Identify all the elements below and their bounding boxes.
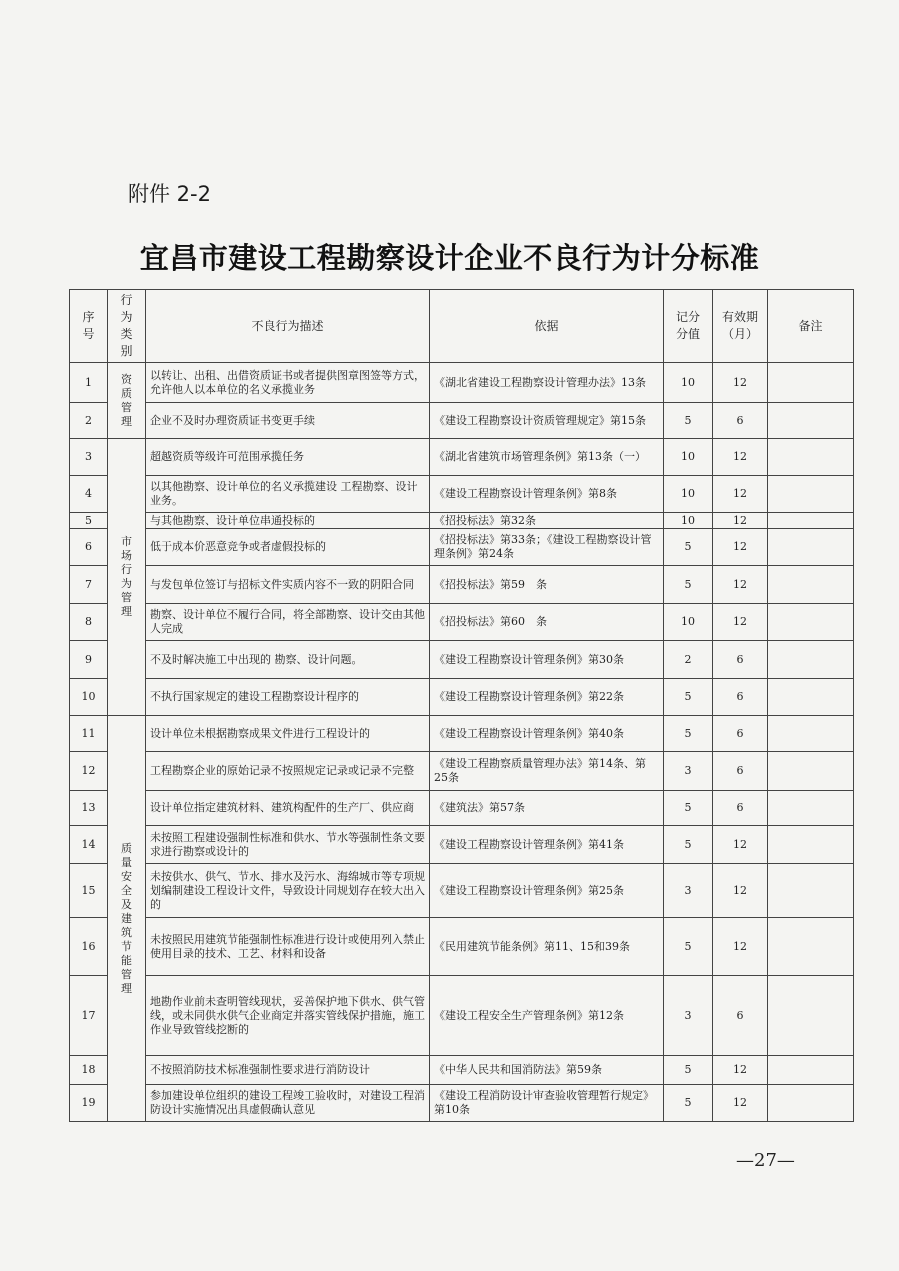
row-description: 企业不及时办理资质证书变更手续 — [146, 403, 430, 439]
row-basis: 《湖北省建筑市场管理条例》第13条（一） — [430, 439, 664, 476]
row-validity: 12 — [713, 476, 768, 513]
row-description: 地勘作业前未查明管线现状，妥善保护地下供水、供气管线，或未同供水供气企业商定并落实管线保护措施，施工作业导致管线挖断的 — [146, 976, 430, 1056]
row-score: 5 — [664, 1085, 713, 1122]
row-seq: 4 — [70, 476, 108, 513]
category-market-behavior: 市场行为管理 — [108, 439, 146, 716]
row-description: 以转让、出租、出借资质证书或者提供图章图签等方式，允许他人以本单位的名义承揽业务 — [146, 363, 430, 403]
row-score: 3 — [664, 976, 713, 1056]
table-row — [70, 529, 854, 566]
table-row — [70, 791, 854, 826]
row-score: 10 — [664, 439, 713, 476]
row-basis: 《建设工程勘察设计管理条例》第41条 — [430, 826, 664, 864]
row-validity: 12 — [713, 1056, 768, 1085]
page-title: 宜昌市建设工程勘察设计企业不良行为计分标准 — [139, 241, 760, 275]
row-basis: 《建筑法》第57条 — [430, 791, 664, 826]
row-validity: 12 — [713, 826, 768, 864]
row-seq: 18 — [70, 1056, 108, 1085]
row-validity: 6 — [713, 679, 768, 716]
row-basis: 《建设工程勘察设计管理条例》第8条 — [430, 476, 664, 513]
row-seq: 9 — [70, 641, 108, 679]
table-row — [70, 918, 854, 976]
table-row — [70, 439, 854, 476]
row-description: 设计单位未根据勘察成果文件进行工程设计的 — [146, 716, 430, 752]
scoring-table — [69, 289, 854, 1122]
row-remark — [768, 363, 854, 403]
row-validity: 6 — [713, 641, 768, 679]
header-description: 不良行为描述 — [146, 290, 430, 363]
row-score: 10 — [664, 604, 713, 641]
row-validity: 6 — [713, 403, 768, 439]
row-score: 5 — [664, 716, 713, 752]
row-description: 工程勘察企业的原始记录不按照规定记录或记录不完整 — [146, 752, 430, 791]
row-basis: 《建设工程消防设计审查验收管理暂行规定》第10条 — [430, 1085, 664, 1122]
page-number: —27— — [736, 1150, 795, 1171]
row-basis: 《招投标法》第60 条 — [430, 604, 664, 641]
row-validity: 6 — [713, 716, 768, 752]
table-row — [70, 604, 854, 641]
row-seq: 7 — [70, 566, 108, 604]
row-basis: 《招投标法》第33条；《建设工程勘察设计管理条例》第24条 — [430, 529, 664, 566]
row-score: 5 — [664, 1056, 713, 1085]
row-remark — [768, 604, 854, 641]
row-validity: 12 — [713, 604, 768, 641]
row-seq: 2 — [70, 403, 108, 439]
row-description: 设计单位指定建筑材料、建筑构配件的生产厂、供应商 — [146, 791, 430, 826]
row-seq: 10 — [70, 679, 108, 716]
row-remark — [768, 566, 854, 604]
row-description: 不按照消防技术标准强制性要求进行消防设计 — [146, 1056, 430, 1085]
row-seq: 19 — [70, 1085, 108, 1122]
row-validity: 12 — [713, 864, 768, 918]
row-score: 3 — [664, 752, 713, 791]
row-basis: 《建设工程勘察设计资质管理规定》第15条 — [430, 403, 664, 439]
row-score: 5 — [664, 791, 713, 826]
row-basis: 《建设工程勘察设计管理条例》第25条 — [430, 864, 664, 918]
row-remark — [768, 716, 854, 752]
row-seq: 15 — [70, 864, 108, 918]
table-row — [70, 476, 854, 513]
row-seq: 11 — [70, 716, 108, 752]
row-seq: 13 — [70, 791, 108, 826]
row-score: 5 — [664, 679, 713, 716]
row-remark — [768, 476, 854, 513]
table-row — [70, 752, 854, 791]
row-basis: 《建设工程勘察设计管理条例》第22条 — [430, 679, 664, 716]
row-validity: 12 — [713, 529, 768, 566]
row-validity: 12 — [713, 566, 768, 604]
row-seq: 17 — [70, 976, 108, 1056]
table-row — [70, 513, 854, 529]
row-remark — [768, 918, 854, 976]
row-description: 与发包单位签订与招标文件实质内容不一致的阴阳合同 — [146, 566, 430, 604]
row-description: 不执行国家规定的建设工程勘察设计程序的 — [146, 679, 430, 716]
row-score: 5 — [664, 529, 713, 566]
row-basis: 《民用建筑节能条例》第11、15和39条 — [430, 918, 664, 976]
row-description: 超越资质等级许可范围承揽任务 — [146, 439, 430, 476]
row-validity: 6 — [713, 976, 768, 1056]
table-row — [70, 641, 854, 679]
attachment-label: 附件 2-2 — [128, 182, 211, 206]
row-description: 不及时解决施工中出现的 勘察、设计问题。 — [146, 641, 430, 679]
table-row — [70, 1056, 854, 1085]
row-basis: 《建设工程勘察质量管理办法》第14条、第25条 — [430, 752, 664, 791]
row-validity: 12 — [713, 918, 768, 976]
header-row — [70, 290, 854, 363]
row-description: 未按照工程建设强制性标准和供水、节水等强制性条文要求进行勘察或设计的 — [146, 826, 430, 864]
row-validity: 6 — [713, 791, 768, 826]
row-remark — [768, 1056, 854, 1085]
row-basis: 《建设工程勘察设计管理条例》第30条 — [430, 641, 664, 679]
row-seq: 6 — [70, 529, 108, 566]
row-basis: 《中华人民共和国消防法》第59条 — [430, 1056, 664, 1085]
table-row — [70, 976, 854, 1056]
row-remark — [768, 864, 854, 918]
row-score: 2 — [664, 641, 713, 679]
row-seq: 1 — [70, 363, 108, 403]
row-score: 5 — [664, 403, 713, 439]
row-basis: 《湖北省建设工程勘察设计管理办法》13条 — [430, 363, 664, 403]
row-validity: 12 — [713, 513, 768, 529]
row-description: 勘察、设计单位不履行合同，将全部勘察、设计交由其他人完成 — [146, 604, 430, 641]
table-row — [70, 363, 854, 403]
row-remark — [768, 976, 854, 1056]
row-description: 参加建设单位组织的建设工程竣工验收时，对建设工程消防设计实施情况出具虚假确认意见 — [146, 1085, 430, 1122]
row-description: 未按供水、供气、节水、排水及污水、海绵城市等专项规划编制建设工程设计文件，导致设计同规划存在较大出入的 — [146, 864, 430, 918]
category-qualification: 资质管理 — [108, 363, 146, 439]
row-basis: 《招投标法》第59 条 — [430, 566, 664, 604]
table-row — [70, 679, 854, 716]
row-score: 3 — [664, 864, 713, 918]
row-score: 5 — [664, 566, 713, 604]
table-row — [70, 826, 854, 864]
category-quality-safety: 质量安全及建筑节能管理 — [108, 716, 146, 1122]
row-remark — [768, 1085, 854, 1122]
header-validity: 有效期（月） — [713, 290, 768, 363]
table-row — [70, 1085, 854, 1122]
row-description: 未按照民用建筑节能强制性标准进行设计或使用列入禁止使用目录的技术、工艺、材料和设备 — [146, 918, 430, 976]
row-seq: 8 — [70, 604, 108, 641]
table-row — [70, 403, 854, 439]
row-remark — [768, 641, 854, 679]
row-validity: 12 — [713, 439, 768, 476]
table-row — [70, 566, 854, 604]
row-seq: 3 — [70, 439, 108, 476]
row-seq: 5 — [70, 513, 108, 529]
row-remark — [768, 752, 854, 791]
header-score: 记分分值 — [664, 290, 713, 363]
row-seq: 16 — [70, 918, 108, 976]
row-description: 低于成本价恶意竞争或者虚假投标的 — [146, 529, 430, 566]
header-seq: 序号 — [70, 290, 108, 363]
row-remark — [768, 403, 854, 439]
row-description: 以其他勘察、设计单位的名义承揽建设 工程勘察、设计业务。 — [146, 476, 430, 513]
row-seq: 14 — [70, 826, 108, 864]
header-category: 行为类别 — [108, 290, 146, 363]
row-score: 10 — [664, 363, 713, 403]
row-basis: 《招投标法》第32条 — [430, 513, 664, 529]
row-seq: 12 — [70, 752, 108, 791]
row-score: 5 — [664, 918, 713, 976]
row-description: 与其他勘察、设计单位串通投标的 — [146, 513, 430, 529]
row-remark — [768, 679, 854, 716]
row-basis: 《建设工程勘察设计管理条例》第40条 — [430, 716, 664, 752]
row-score: 10 — [664, 476, 713, 513]
header-basis: 依据 — [430, 290, 664, 363]
row-score: 10 — [664, 513, 713, 529]
row-basis: 《建设工程安全生产管理条例》第12条 — [430, 976, 664, 1056]
row-validity: 12 — [713, 1085, 768, 1122]
row-remark — [768, 513, 854, 529]
table-row — [70, 716, 854, 752]
header-remark: 备注 — [768, 290, 854, 363]
row-score: 5 — [664, 826, 713, 864]
row-remark — [768, 826, 854, 864]
row-remark — [768, 791, 854, 826]
row-remark — [768, 529, 854, 566]
row-validity: 6 — [713, 752, 768, 791]
row-validity: 12 — [713, 363, 768, 403]
row-remark — [768, 439, 854, 476]
table-row — [70, 864, 854, 918]
